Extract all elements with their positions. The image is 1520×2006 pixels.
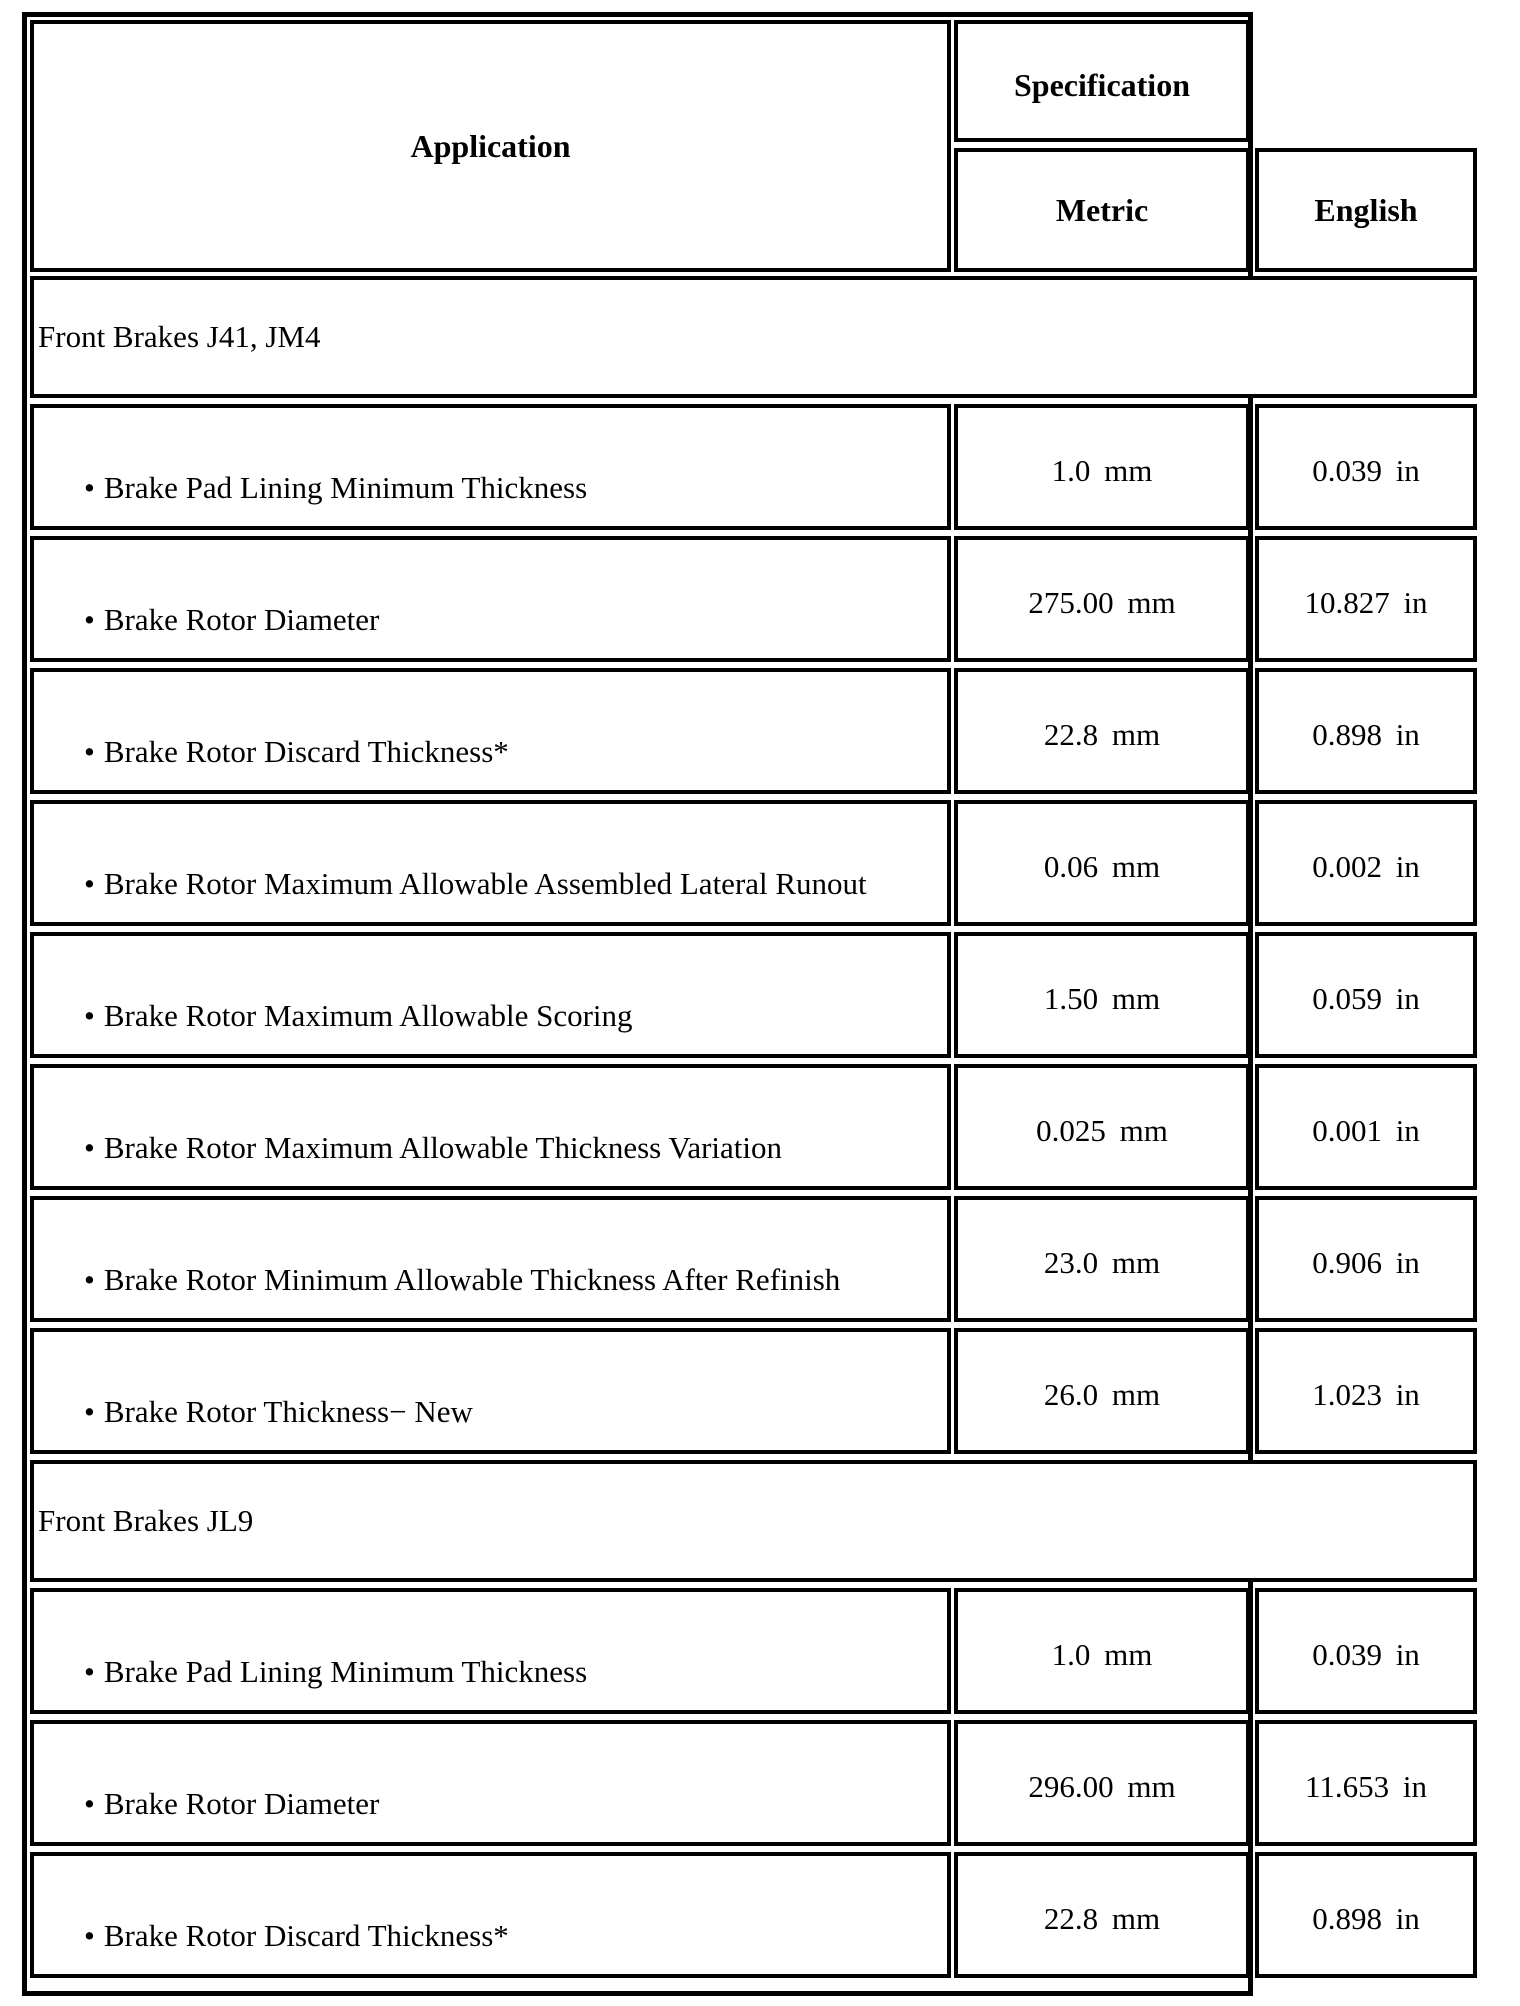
- header-metric-label: Metric: [1055, 191, 1149, 228]
- application-label: Brake Rotor Maximum Allowable Scoring: [103, 998, 633, 1033]
- header-specification-label: Specification: [1014, 66, 1190, 103]
- metric-value: 0.06 mm: [1043, 849, 1161, 884]
- table-row-metric: [954, 404, 1250, 530]
- metric-value: 1.0 mm: [1051, 453, 1153, 488]
- table-row-application: [30, 800, 951, 926]
- table-row-english: [1255, 1064, 1477, 1190]
- application-label: Brake Rotor Minimum Allowable Thickness After Refinish: [103, 1262, 841, 1297]
- metric-value: 23.0 mm: [1043, 1245, 1161, 1280]
- table-row-application: [30, 1196, 951, 1322]
- table-row-english: [1255, 1196, 1477, 1322]
- application-label: Brake Rotor Discard Thickness*: [103, 734, 509, 769]
- header-application: [30, 20, 951, 272]
- bullet-glyph: •: [84, 1394, 95, 1429]
- bullet-glyph: •: [84, 1786, 95, 1821]
- bullet-glyph: •: [84, 734, 95, 769]
- metric-value: 1.50 mm: [1043, 981, 1161, 1016]
- table-row-application: [30, 932, 951, 1058]
- metric-value: 26.0 mm: [1043, 1377, 1161, 1412]
- section-title-j41-jm4: [30, 276, 1477, 398]
- bullet-glyph: •: [84, 470, 95, 505]
- bullet-glyph: •: [84, 866, 95, 901]
- table-row-application: [30, 536, 951, 662]
- table-row-application: [30, 1328, 951, 1454]
- section-title-jl9: [30, 1460, 1477, 1582]
- table-row-english: [1255, 1852, 1477, 1978]
- table-row-application: [30, 1852, 951, 1978]
- metric-value: 296.00 mm: [1028, 1769, 1176, 1804]
- bullet-glyph: •: [84, 998, 95, 1033]
- english-value: 0.898 in: [1312, 717, 1420, 752]
- bullet-glyph: •: [84, 1262, 95, 1297]
- bullet-glyph: •: [84, 1918, 95, 1953]
- table-row-metric: [954, 1588, 1250, 1714]
- header-specification: [954, 20, 1250, 142]
- application-label: Brake Rotor Maximum Allowable Thickness Variation: [103, 1130, 783, 1165]
- english-value: 0.906 in: [1312, 1245, 1420, 1280]
- english-value: 0.898 in: [1312, 1901, 1420, 1936]
- header-english: [1255, 148, 1477, 272]
- table-row-application: [30, 1720, 951, 1846]
- table-row-metric: [954, 932, 1250, 1058]
- table-row-application: [30, 1588, 951, 1714]
- english-value: 0.002 in: [1312, 849, 1420, 884]
- table-row-metric: [954, 800, 1250, 926]
- application-label: Brake Pad Lining Minimum Thickness: [103, 1654, 588, 1689]
- table-row-application: [30, 1064, 951, 1190]
- english-value: 1.023 in: [1312, 1377, 1420, 1412]
- english-value: 11.653 in: [1305, 1769, 1427, 1804]
- table-row-application: [30, 668, 951, 794]
- english-value: 0.039 in: [1312, 1637, 1420, 1672]
- section-title-label: Front Brakes JL9: [38, 1503, 254, 1538]
- english-value: 0.059 in: [1312, 981, 1420, 1016]
- table-row-metric: [954, 1328, 1250, 1454]
- english-value: 0.001 in: [1312, 1113, 1420, 1148]
- table-row-metric: [954, 1196, 1250, 1322]
- metric-value: 22.8 mm: [1043, 717, 1161, 752]
- table-row-english: [1255, 536, 1477, 662]
- metric-value: 0.025 mm: [1036, 1113, 1168, 1148]
- header-application-label: Application: [410, 127, 571, 164]
- application-label: Brake Rotor Maximum Allowable Assembled Lateral Runout: [103, 866, 867, 901]
- metric-value: 1.0 mm: [1051, 1637, 1153, 1672]
- table-row-metric: [954, 668, 1250, 794]
- metric-value: 22.8 mm: [1043, 1901, 1161, 1936]
- table-row-metric: [954, 1852, 1250, 1978]
- table-row-english: [1255, 1328, 1477, 1454]
- table-row-application: [30, 404, 951, 530]
- bullet-glyph: •: [84, 1654, 95, 1689]
- bullet-glyph: •: [84, 602, 95, 637]
- table-row-english: [1255, 1588, 1477, 1714]
- metric-value: 275.00 mm: [1028, 585, 1176, 620]
- table-row-english: [1255, 1720, 1477, 1846]
- table-row-english: [1255, 404, 1477, 530]
- section-title-label: Front Brakes J41, JM4: [38, 319, 321, 354]
- header-english-label: English: [1314, 191, 1418, 228]
- header-metric: [954, 148, 1250, 272]
- table-row-english: [1255, 800, 1477, 926]
- application-label: Brake Pad Lining Minimum Thickness: [103, 470, 588, 505]
- application-label: Brake Rotor Thickness− New: [103, 1394, 473, 1429]
- application-label: Brake Rotor Discard Thickness*: [103, 1918, 509, 1953]
- bullet-glyph: •: [84, 1130, 95, 1165]
- table-row-metric: [954, 1064, 1250, 1190]
- english-value: 10.827 in: [1304, 585, 1428, 620]
- application-label: Brake Rotor Diameter: [103, 1786, 380, 1821]
- table-row-metric: [954, 536, 1250, 662]
- application-label: Brake Rotor Diameter: [103, 602, 380, 637]
- table-row-english: [1255, 932, 1477, 1058]
- table-row-english: [1255, 668, 1477, 794]
- table-row-metric: [954, 1720, 1250, 1846]
- english-value: 0.039 in: [1312, 453, 1420, 488]
